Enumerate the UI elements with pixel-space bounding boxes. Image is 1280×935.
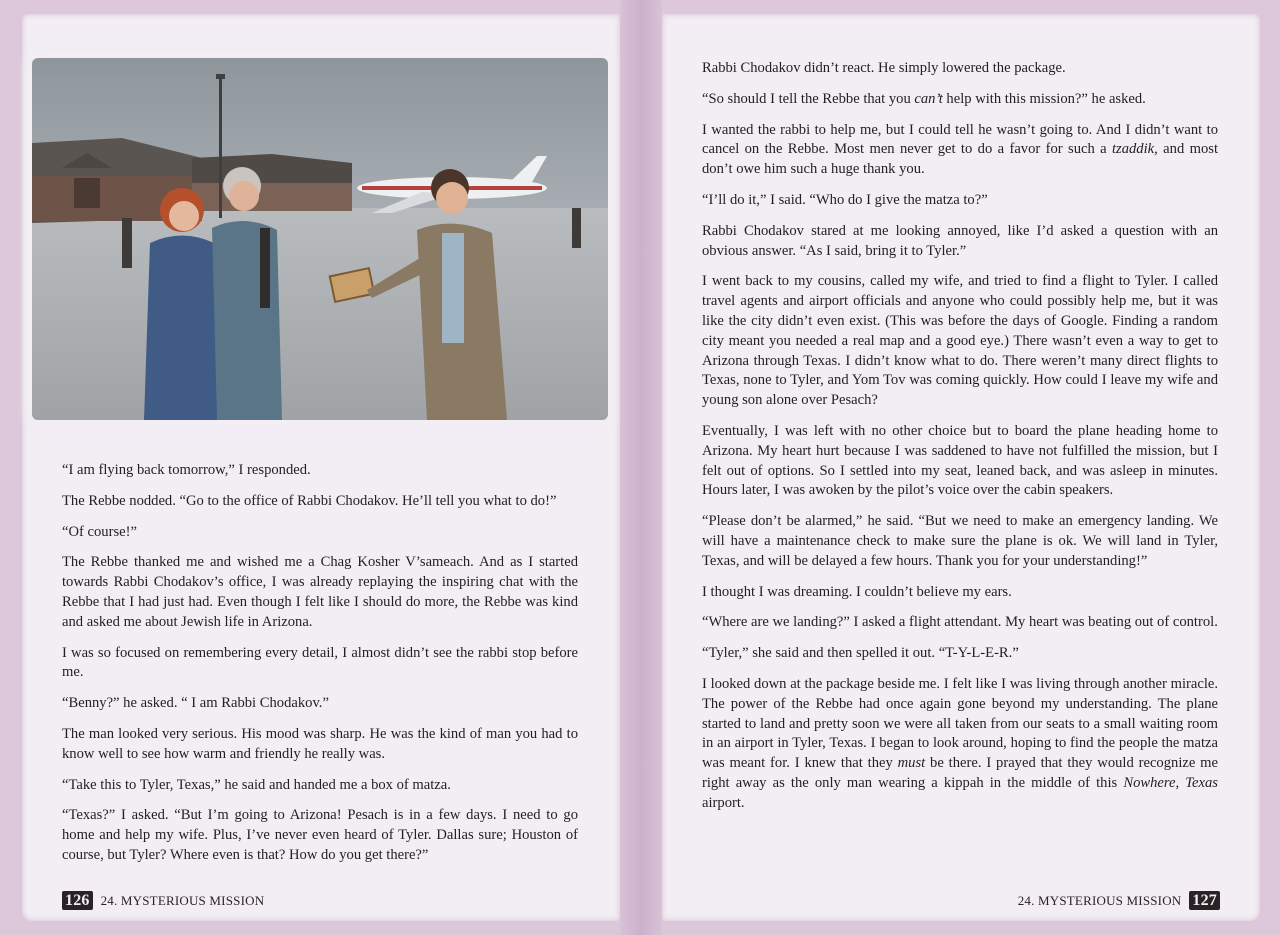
paragraph: “I’ll do it,” I said. “Who do I give the matza to?”	[702, 191, 988, 208]
emphasis: can’t	[914, 90, 943, 107]
book-gutter	[620, 0, 662, 935]
paragraph	[702, 675, 1218, 814]
older-man-sweater	[212, 221, 282, 420]
text-run: be there. I prayed that they would recognize me right away as the only man wearing a kippah in the middle of this	[702, 755, 1219, 791]
paragraph	[702, 90, 1218, 110]
paragraph: The Rebbe thanked me and wished me a Chag Kosher V’sameach. And as I started towards Rabbi Chodakov’s office, I was already replaying the inspiring chat with the Rebbe that I had just had. Even though I felt like I should do more, the Rebbe was kind and asked me about Jewish life in Arizona.	[62, 554, 578, 630]
chapter-label: 24. MYSTERIOUS MISSION	[100, 892, 265, 908]
paragraph: I went back to my cousins, called my wife, and tried to find a flight to Tyler. I called travel agents and airport officials and anyone who could possibly help me, but it was like the city didn’t even exist. (This was before the days of Google. Finding a random city meant you needed a real map and a good eye.) There wasn’t even a way to get to Arizona through Texas. I didn’t know what to do. There weren’t many direct flights to Texas, none to Tyler, and Yom Tov was coming quickly. How could I leave my wife and young son alone over Pesach?	[702, 273, 1218, 409]
younger-man-shirt	[442, 233, 464, 343]
paragraph: Eventually, I was left with no other choice but to board the plane heading home to Arizona. My heart hurt because I was saddened to have not fulfilled the mission, but I felt out of options. So I settled into my seat, leaned back, and was asleep in minutes. Hours later, I was awoken by the pilot’s voice over the cabin speakers.	[702, 422, 1218, 499]
page-number: 126	[62, 891, 93, 910]
emphasis: Nowhere, Texas	[1123, 774, 1218, 791]
right-page-footer	[1018, 891, 1220, 910]
page-number: 127	[1189, 891, 1220, 910]
background-person-1	[122, 218, 132, 268]
paragraph: “Of course!”	[62, 523, 137, 540]
older-man-face	[229, 181, 259, 211]
emphasis: tzaddik	[1111, 141, 1155, 158]
emphasis: must	[897, 755, 926, 772]
text-run: help with this mission?” he asked.	[942, 90, 1146, 107]
paragraph: I was so focused on remembering every detail, I almost didn’t see the rabbi stop before me.	[62, 644, 578, 681]
text-run: , and most don’t owe him such a huge thank you.	[702, 141, 1218, 178]
paragraph: “Take this to Tyler, Texas,” he said and handed me a box of matza.	[62, 776, 451, 793]
paragraph: “Benny?” he asked. “ I am Rabbi Chodakov.”	[62, 695, 329, 712]
woman-face	[169, 201, 199, 231]
right-page	[662, 14, 1260, 921]
younger-man-face	[436, 182, 468, 214]
left-page-footer	[62, 891, 264, 910]
left-page-text	[62, 461, 578, 877]
woman-coat	[144, 236, 222, 421]
paragraph: The man looked very serious. His mood was sharp. He was the kind of man you had to know well to see how warm and friendly he really was.	[62, 725, 578, 762]
chapter-label: 24. MYSTERIOUS MISSION	[1017, 892, 1182, 908]
airport-illustration	[32, 58, 608, 420]
paragraph: “Texas?” I asked. “But I’m going to Arizona! Pesach is in a few days. I need to go home and help my wife. Plus, I’ve never even heard of Tyler. Dallas sure; Houston of course, but Tyler? Where even is that? How do you get there?”	[62, 807, 578, 863]
paragraph: The Rebbe nodded. “Go to the office of Rabbi Chodakov. He’ll tell you what to do!”	[62, 492, 557, 509]
paragraph	[702, 121, 1218, 180]
left-page	[22, 14, 620, 921]
paragraph: “Where are we landing?” I asked a flight attendant. My heart was beating out of control.	[702, 614, 1218, 631]
light-pole-lamp	[216, 74, 225, 79]
terminal-door	[74, 178, 100, 208]
light-pole	[219, 78, 222, 218]
older-man-scarf	[260, 228, 270, 308]
paragraph: “Please don’t be alarmed,” he said. “But we need to make an emergency landing. We will have a maintenance check to make sure the plane is ok. We will land in Tyler, Texas, and will be delayed a few hours. Thank you for your understanding!”	[702, 513, 1218, 569]
text-run: I looked down at the package beside me. I felt like I was living through another miracle. The power of the Rebbe had once again gone beyond my understanding. The plane started to land and pretty soon we were all taken from our seats to a small waiting room in an airport in Tyler, Texas. I began to look around, hoping to find the people the matza was meant for. I knew that they	[702, 675, 1218, 772]
text-run: airport.	[702, 794, 745, 811]
illustration-svg	[32, 58, 608, 420]
paragraph: Rabbi Chodakov stared at me looking annoyed, like I’d asked a question with an obvious answer. “As I said, bring it to Tyler.”	[702, 222, 1218, 259]
paragraph: Rabbi Chodakov didn’t react. He simply lowered the package.	[702, 60, 1066, 76]
tarmac	[32, 208, 608, 420]
text-run: “So should I tell the Rebbe that you	[702, 90, 915, 107]
text-run: I wanted the rabbi to help me, but I could tell he wasn’t going to. And I didn’t want to cancel on the Rebbe. Most men never get to do a favor for such a	[702, 121, 1218, 158]
paragraph: I thought I was dreaming. I couldn’t believe my ears.	[702, 583, 1012, 600]
background-person-2	[572, 208, 581, 248]
hangar-wall	[192, 183, 352, 211]
paragraph: “Tyler,” she said and then spelled it out. “T-Y-L-E-R.”	[702, 645, 1019, 662]
paragraph: “I am flying back tomorrow,” I responded.	[62, 462, 311, 478]
right-page-text	[702, 59, 1218, 825]
